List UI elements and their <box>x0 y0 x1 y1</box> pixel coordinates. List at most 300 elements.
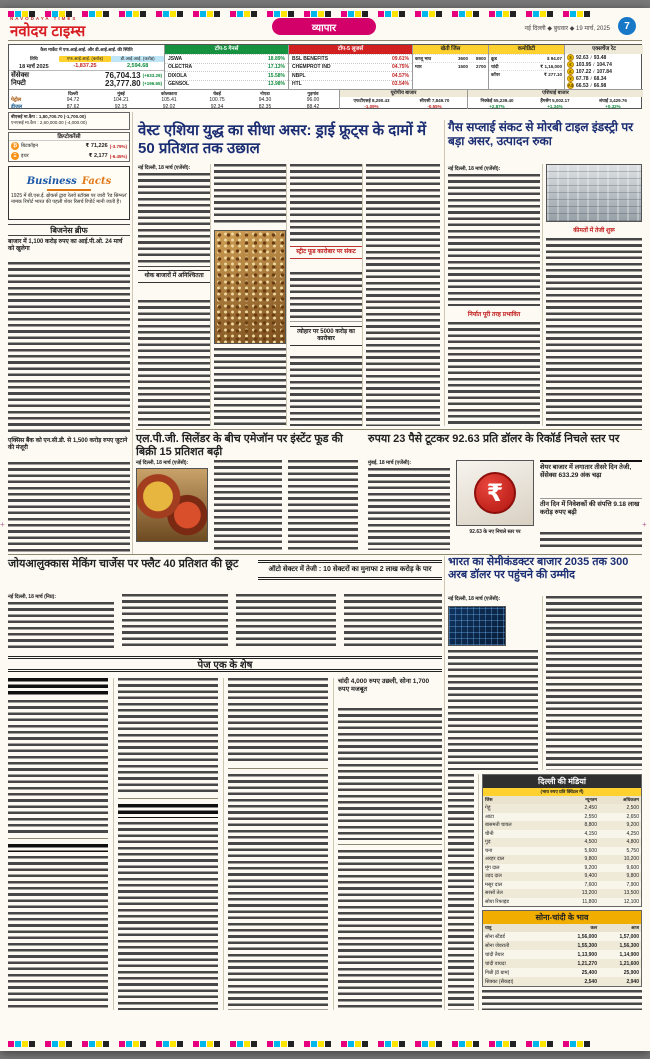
mandi-row <box>483 855 641 864</box>
currency-coin-icon: £ <box>567 68 574 75</box>
exchange-row <box>565 61 643 68</box>
fuel-city-label: दिल्ली <box>68 90 78 96</box>
top-gainers-box <box>165 45 289 89</box>
currency-coin-icon: ¥ <box>567 75 574 82</box>
loser-name: NBPL <box>292 72 306 79</box>
body-text <box>546 596 642 770</box>
column-rule <box>444 556 445 1010</box>
section-rule <box>136 429 642 430</box>
body-text <box>228 774 328 1010</box>
commodity-title: कमोडिटी <box>489 45 564 54</box>
body-text <box>344 594 442 650</box>
bullion-row <box>483 959 641 968</box>
exchange-row <box>565 54 643 61</box>
story-rule <box>338 844 442 845</box>
bullion-row <box>483 977 641 986</box>
dry-fruits-image <box>214 230 286 344</box>
crypto-row <box>9 151 129 161</box>
exchange-sell: 93.48 <box>593 54 607 61</box>
exchange-sell: 107.84 <box>596 68 612 75</box>
currency-coin-icon: $ <box>567 54 574 61</box>
bullion-row <box>483 968 641 977</box>
crypto-coin-icon: Ξ <box>11 152 19 160</box>
loser-change: 03.54% <box>392 81 409 88</box>
crypto-value: ₹ 71,226 <box>85 143 108 149</box>
bold-lead-text <box>8 678 108 696</box>
asia-index-value: 5,002.17 <box>552 98 570 103</box>
bullion-prev: 25,400 <box>581 969 597 976</box>
mandi-max: 12,100 <box>623 898 639 905</box>
business-facts-box <box>8 166 130 220</box>
bullion-prev: 1,21,270 <box>577 960 597 967</box>
exchange-row <box>565 75 643 82</box>
mandi-title: दिल्ली की मंडियां <box>483 775 641 788</box>
mandi-item: सोया रिफाइंड <box>485 898 509 905</box>
facts-text: 1925 में बी.एस.ई. ब्रोकर्स द्वारा रेलवे स्टॉक्स पर जारी 'रेड सिग्नल' नामक रिपोर्ट भारत की पहली शेयर रिसर्च रिपोर्ट मानी जाती है। <box>11 193 127 205</box>
commodity-value: ₹ 277.10 <box>543 71 562 77</box>
bullion-prev: 1,13,900 <box>577 951 597 958</box>
commodity-value: $ 94.07 <box>546 56 562 61</box>
bullion-today: 1,14,900 <box>619 951 639 958</box>
exchange-sell: 104.74 <box>596 61 612 68</box>
column-rule <box>113 678 114 1010</box>
body-text <box>448 774 474 1010</box>
mandi-item: सरसों तेल <box>485 890 503 897</box>
exchange-buy: 107.22 <box>576 68 592 75</box>
loser-name: HTL <box>292 81 302 88</box>
mandi-min: 7,600 <box>584 881 597 888</box>
commodity-row <box>489 62 564 70</box>
top-gainers-title: टॉप-5 गेनर्स <box>165 45 288 54</box>
column-rule <box>362 164 363 426</box>
semiconductor-chip-image <box>448 606 506 646</box>
morbi-tiles-image <box>546 164 642 222</box>
exchange-buy: 67.78 <box>576 75 589 82</box>
bullion-today: 1,21,600 <box>619 960 639 967</box>
mandi-row <box>483 881 641 890</box>
europe-index <box>403 98 466 109</box>
asia-index-change: +2.87% <box>489 104 505 109</box>
masthead-rule <box>8 40 642 41</box>
mandi-item: अरहर दाल <box>485 856 505 863</box>
mandi-min: 4,500 <box>584 839 597 846</box>
story-rule <box>228 768 328 769</box>
asia-index <box>584 98 642 109</box>
exchange-sell: 66.98 <box>593 82 607 89</box>
loser-change: 04.75% <box>392 64 409 71</box>
top-losers-box <box>289 45 413 89</box>
mandi-max: 9,800 <box>626 873 639 880</box>
gainer-name: OLECTRA <box>168 64 193 71</box>
loser-change: 09.61% <box>392 55 409 62</box>
brief-1-title: बाजार में 1,100 करोड़ रुपए का आई.पी.ओ. 24 मार्च को खुलेगा <box>8 239 123 253</box>
business-brief-header: बिजनेस ब्रीफ <box>8 224 130 236</box>
gainer-name: DIXOLA <box>168 72 187 79</box>
asia-index-name: हैंगसेंग <box>540 98 551 103</box>
loser-name: BSL BENEFITS <box>292 55 329 62</box>
top-losers-title: टॉप-5 लूजर्स <box>289 45 412 54</box>
rupee-headline: रुपया 23 पैसे टूटकर 92.63 प्रति डॉलर के रिकॉर्ड निचले स्तर पर <box>368 433 620 445</box>
gainer-change: 15.58% <box>268 72 285 79</box>
bullion-metal: सोना स्टैंडर्ड <box>485 933 505 940</box>
exchange-separator: / <box>590 76 592 81</box>
fii-dii-box <box>9 45 165 89</box>
loser-row <box>289 71 412 80</box>
mandi-min: 11,800 <box>582 898 597 905</box>
mandi-item: मूंग दाल <box>485 864 500 871</box>
mandi-row <box>483 864 641 873</box>
europe-title: यूरोपीय बाजार <box>340 90 467 97</box>
fuel-city-label: चेन्नई <box>213 90 221 96</box>
diesel-price: 92.34 <box>210 103 224 110</box>
agri-max: 8900 <box>475 56 486 61</box>
gainer-row <box>165 54 288 63</box>
gainer-change: 18.89% <box>268 55 285 62</box>
bold-lead-text <box>118 804 218 818</box>
instant-food-headline: एल.पी.जी. सिलेंडर के बीच एमेजॉन पर इंस्टेंट फूड की बिक्री 15 प्रतिशत बढ़ी <box>136 433 343 459</box>
exchange-buy: 103.95 <box>576 61 592 68</box>
commodity-name: चांदी <box>491 63 499 69</box>
story-rule <box>8 838 108 839</box>
mandi-item: उड़द दाल <box>485 873 502 880</box>
mandi-row <box>483 898 641 907</box>
crypto-name: इथर <box>21 153 29 159</box>
dry-fruits-dateline: नई दिल्ली, 18 मार्च (एजेंसी): <box>138 165 191 171</box>
joyalukkas-dateline: नई दिल्ली, 18 मार्च (निप्र): <box>8 594 56 600</box>
body-text <box>214 460 282 550</box>
mandi-min: 9,800 <box>584 856 597 863</box>
mandi-max: 4,250 <box>626 830 639 837</box>
bullion-table <box>482 910 642 987</box>
diesel-price: 92.02 <box>162 103 176 110</box>
rupee-bold-2: तीन दिन में निवेशकों की संपत्ति 9.18 लाख करोड़ रुपए बढ़ी <box>540 498 642 517</box>
petrol-price: 105.41 <box>161 97 177 104</box>
semiconductor-dateline: नई दिल्ली, 18 मार्च (एजेंसी): <box>448 596 501 602</box>
body-text <box>214 164 286 226</box>
mandi-row <box>483 821 641 830</box>
crypto-title: क्रिप्टोकरेंसी <box>9 133 129 141</box>
fii-col-fii: एफ.आई.आई. (करोड़) <box>59 56 112 62</box>
currency-coin-icon: € <box>567 61 574 68</box>
exchange-separator: / <box>590 83 592 88</box>
body-text <box>546 238 642 426</box>
mandi-table <box>482 774 642 907</box>
europe-index-change: -1.09% <box>364 104 379 109</box>
body-text <box>118 822 218 1010</box>
fii-date: 18 मार्च 2025 <box>19 64 49 70</box>
body-text <box>366 164 440 426</box>
body-text <box>8 262 130 434</box>
asia-index-name: निक्केई <box>480 98 493 103</box>
body-text <box>368 468 450 550</box>
mandi-min: 13,200 <box>581 890 597 897</box>
mandi-row <box>483 804 641 813</box>
gainer-row <box>165 80 288 89</box>
bullion-prev: 1,56,000 <box>577 933 597 940</box>
masthead-english: NAVODAYA TIMES <box>10 16 78 21</box>
gainer-name: GENSOL <box>168 81 190 88</box>
mandi-max: 5,750 <box>626 847 639 854</box>
joyalukkas-headline: जोयआलुक्कास मेकिंग चार्जेस पर फ्लैट 40 प्रतिशत की छूट <box>8 558 239 570</box>
inset-subhead-1: थोक बाजारों में अनिश्चितता <box>138 270 210 283</box>
gold-silver-lead: चांदी 4,000 रुपए उछली, सोना 1,700 रुपए मजबूत <box>338 678 430 693</box>
mandi-row <box>483 847 641 856</box>
fuel-city-label: मुंबई <box>117 90 125 96</box>
exchange-separator: / <box>593 62 595 67</box>
section-label: व्यापार <box>272 18 376 35</box>
market-ticker-band <box>8 44 642 109</box>
edition-line: नई दिल्ली ◆ बुधवार ◆ 19 मार्च, 2025 <box>524 26 610 32</box>
body-text <box>448 650 538 770</box>
agri-commodity-box <box>413 45 489 89</box>
diesel-price: 88.42 <box>306 103 320 110</box>
column-rule <box>542 596 543 770</box>
mandi-item: गेहूं <box>485 805 491 812</box>
masthead <box>10 16 180 41</box>
crop-mark-left: + <box>0 520 5 529</box>
mandi-max: 2,650 <box>626 813 639 820</box>
currency-coin-icon: A$ <box>567 83 574 88</box>
page-number-badge: 7 <box>618 17 636 35</box>
body-text <box>540 532 642 550</box>
mandi-max: 13,500 <box>623 890 639 897</box>
fii-value: -1,837.25 <box>73 63 97 69</box>
gainer-change: 17.13% <box>268 64 285 71</box>
agri-min: 3600 <box>457 56 468 61</box>
morbi-subhead-1: कीमतों में तेजी शुरू <box>573 228 615 234</box>
europe-index-change: -0.55% <box>427 104 442 109</box>
fii-col-dii: डी.आई.आई. (करोड़) <box>111 56 164 62</box>
fuel-city-label: गुड़गांव <box>307 90 319 96</box>
mandi-min: 9,200 <box>584 864 597 871</box>
bullion-row <box>483 950 641 959</box>
bullion-metal: सिक्का (सैकड़ा) <box>485 978 514 985</box>
body-text <box>448 174 540 306</box>
fuel-price-box <box>9 89 339 109</box>
section-rule <box>8 554 642 555</box>
bullion-metal: चांदी तैयार <box>485 951 504 958</box>
mandi-note: (भाव रुपए प्रति क्विंटल में) <box>483 788 641 796</box>
europe-index <box>340 98 403 109</box>
masthead-hindi: नवोदय टाइम्स <box>10 23 86 40</box>
europe-index-name: एफटीएसई <box>353 98 371 103</box>
diesel-price: 82.35 <box>258 103 272 110</box>
europe-index-name: सीएसी <box>419 98 431 103</box>
agri-row <box>413 54 488 62</box>
body-text <box>138 173 210 267</box>
petrol-price: 100.75 <box>209 97 225 104</box>
crypto-coin-icon: ₿ <box>12 143 18 149</box>
inset-subhead-2: स्ट्रीट फूड कारोबार पर संकट <box>290 246 362 259</box>
crypto-row <box>9 141 129 151</box>
bullion-metal: सोना जेवराती <box>485 942 510 949</box>
brief-2-title: एक्सिस बैंक को एन.सी.डी. से 1,500 करोड़ रुपए जुटाने की मंजूरी <box>8 438 128 452</box>
inset-subhead-3: त्योहार पर 5000 करोड़ का कारोबार <box>290 326 362 346</box>
mandi-item: मसूर दाल <box>485 881 503 888</box>
loser-row <box>289 63 412 72</box>
mandi-header-row <box>483 796 641 804</box>
gainer-name: JSWA <box>168 55 183 62</box>
body-text <box>138 300 210 426</box>
gainer-row <box>165 63 288 72</box>
body-text <box>8 462 130 552</box>
column-rule <box>223 678 224 1010</box>
rupee-symbol: ₹ <box>474 472 516 514</box>
mandi-row <box>483 830 641 839</box>
exchange-separator: / <box>590 55 592 60</box>
europe-index-value: 7,849.70 <box>431 98 450 103</box>
body-text <box>122 594 228 650</box>
instant-food-dateline: नई दिल्ली, 18 मार्च (एजेंसी): <box>136 460 189 466</box>
exchange-row <box>565 68 643 75</box>
instant-food-image <box>136 468 208 542</box>
body-text <box>214 348 286 426</box>
nifty-value: 23,777.80 <box>105 79 141 88</box>
facts-title-2: Facts <box>81 176 112 187</box>
commodity-row <box>489 54 564 62</box>
asia-markets-box <box>467 89 643 109</box>
bullion-row <box>483 941 641 950</box>
asia-index <box>468 98 526 109</box>
asia-index-value: 55,239.40 <box>493 98 514 103</box>
mandi-min: 2,550 <box>584 813 597 820</box>
fii-dii-title: कैश मार्केट में एफ.आई.आई. और डी.आई.आई. की स्थिति <box>40 47 133 52</box>
semiconductor-headline: भारत का सेमीकंडक्टर बाजार 2035 तक 300 अरब डॉलर पर पहुंचने की उम्मीद <box>448 556 629 582</box>
petrol-label: पेट्रोल <box>11 97 22 104</box>
mandi-max: 7,900 <box>626 881 639 888</box>
fuel-city-label: नोएडा <box>260 90 270 96</box>
asia-index-name: शंघाई <box>599 98 609 103</box>
body-text <box>482 990 642 1010</box>
column-rule <box>132 112 133 554</box>
sector-box-headline: ऑटो सेक्टर में तेजी : 10 सेक्टरों का मुनाफा 2 लाख करोड़ के पार <box>258 560 442 580</box>
bullion-today: 2,940 <box>626 978 639 985</box>
body-text <box>290 272 362 322</box>
body-text <box>236 594 336 650</box>
mandi-min: 9,400 <box>584 873 597 880</box>
petrol-price: 96.00 <box>306 97 320 104</box>
rupee-photo-caption: 92.63 के नए निचले स्तर पर <box>469 529 521 535</box>
morbi-subhead-2: निर्यात पूरी तरह प्रभावित <box>467 312 521 318</box>
body-text <box>290 356 362 426</box>
crypto-change: (-3.79%) <box>109 143 127 149</box>
mandi-min: 5,600 <box>584 847 597 854</box>
agri-min: 1500 <box>457 64 468 69</box>
bold-subhead-text <box>8 844 108 852</box>
body-text <box>118 678 218 794</box>
registration-marks-bottom <box>8 1040 642 1047</box>
fuel-city-label: कोलकाता <box>160 90 178 96</box>
mandi-max: 9,200 <box>626 822 639 829</box>
body-text <box>8 856 108 1010</box>
body-text <box>228 678 328 764</box>
body-text <box>338 708 442 840</box>
bullion-today: 25,900 <box>623 969 639 976</box>
column-rule <box>333 678 334 1010</box>
exchange-sell: 68.34 <box>593 75 607 82</box>
diesel-price: 87.62 <box>66 103 80 110</box>
asia-index <box>526 98 584 109</box>
asia-index-change: +0.32% <box>605 104 621 109</box>
exchange-title: एक्सचेंज रेट <box>565 45 643 54</box>
morbi-dateline: नई दिल्ली, 18 मार्च (एजेंसी): <box>448 166 501 172</box>
asia-index-value: 3,429.76 <box>609 98 627 103</box>
petrol-price: 104.21 <box>113 97 129 104</box>
mandi-row <box>483 889 641 898</box>
dii-value: 2,594.68 <box>126 63 149 69</box>
bullion-col-prev: कल <box>590 925 597 930</box>
sensex-change: (+633.29) <box>142 72 162 78</box>
rupee-coin-image <box>456 460 534 526</box>
body-text <box>448 322 540 426</box>
page-one-rest-header: पेज एक के शेष <box>8 656 442 672</box>
mandi-item: चीनी <box>485 830 494 837</box>
sensex-label: सेंसेक्स <box>11 71 29 79</box>
exchange-rate-box <box>565 45 643 89</box>
diesel-price: 92.15 <box>114 103 128 110</box>
mandi-col-item: जिंस <box>485 797 493 802</box>
bullion-col-today: आज <box>631 925 639 930</box>
mandi-max: 9,600 <box>626 864 639 871</box>
petrol-price: 94.30 <box>258 97 272 104</box>
column-rule <box>542 164 543 426</box>
mandi-item: बासमती चावल <box>485 822 512 829</box>
petrol-price: 94.72 <box>66 97 80 104</box>
bullion-today: 1,56,300 <box>619 942 639 949</box>
exchange-row <box>565 82 643 89</box>
crypto-value: ₹ 2,177 <box>88 153 108 159</box>
body-text <box>338 850 442 1010</box>
commodity-name: कॉपर <box>491 71 501 77</box>
bullion-title: सोना-चांदी के भाव <box>483 911 641 924</box>
agri-title: खेती जिंस <box>413 45 488 54</box>
loser-change: 04.57% <box>392 72 409 79</box>
mcap-line-2: एनएसई मा.कैप : 2,60,000.00 (-4,000.00) <box>11 120 87 125</box>
diesel-label: डीजल <box>11 103 23 110</box>
asia-index-change: +1.34% <box>547 104 563 109</box>
exchange-buy: 92.63 <box>576 54 589 61</box>
loser-row <box>289 80 412 89</box>
exchange-separator: / <box>593 69 595 74</box>
body-text <box>288 460 358 550</box>
agri-row <box>413 62 488 70</box>
mandi-max: 10,200 <box>623 856 639 863</box>
agri-max: 2700 <box>475 64 486 69</box>
loser-name: CHEMPROT IND <box>292 64 331 71</box>
column-rule <box>286 164 287 426</box>
mandi-row <box>483 872 641 881</box>
agri-item: काजू भाव <box>415 55 432 61</box>
mandi-min: 8,800 <box>584 822 597 829</box>
bullion-row <box>483 932 641 941</box>
exchange-buy: 66.53 <box>576 82 589 89</box>
gainer-row <box>165 71 288 80</box>
nifty-label: निफ्टी <box>11 80 26 87</box>
mandi-col-min: न्यूनतम <box>585 797 597 802</box>
bullion-header-row <box>483 924 641 932</box>
mandi-min: 4,150 <box>584 830 597 837</box>
column-rule <box>478 774 479 1010</box>
crop-mark-right: + <box>642 520 647 529</box>
crypto-change: (-6.45%) <box>109 153 127 159</box>
commodity-box <box>489 45 565 89</box>
crypto-name: बिटकॉइन <box>21 143 39 149</box>
bullion-prev: 2,540 <box>584 978 597 985</box>
mandi-item: चना <box>485 847 493 854</box>
mandi-row <box>483 813 641 822</box>
loser-row <box>289 54 412 63</box>
body-text <box>290 164 362 242</box>
